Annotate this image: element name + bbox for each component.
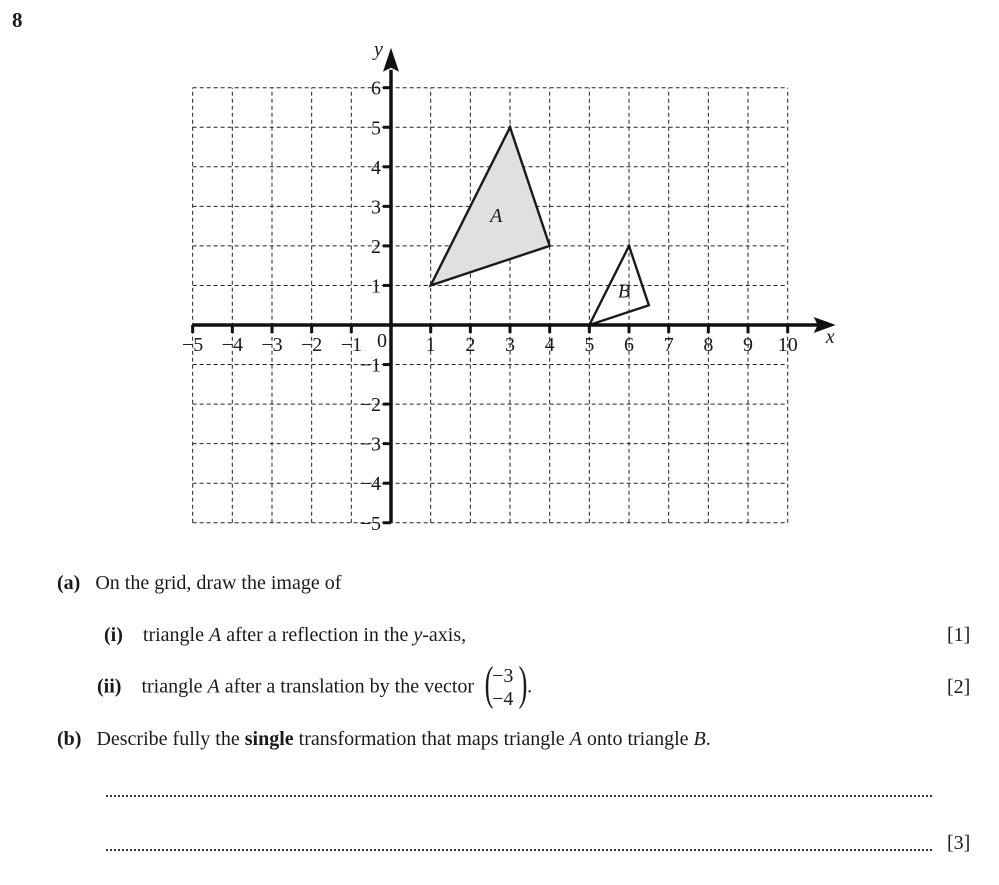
part-a-i-label: (i) bbox=[104, 624, 123, 646]
column-vector bbox=[484, 657, 528, 712]
text: after a reflection in the bbox=[221, 624, 414, 646]
marks-a-ii: [2] bbox=[947, 676, 971, 698]
text: triangle bbox=[141, 675, 208, 698]
part-a-prompt bbox=[57, 572, 341, 595]
x-tick-label: 4 bbox=[544, 334, 555, 356]
part-b-prompt bbox=[57, 728, 711, 751]
part-a-text: On the grid, draw the image of bbox=[95, 572, 342, 594]
x-tick-label: 8 bbox=[703, 334, 714, 356]
y-axis-label: y bbox=[374, 38, 383, 61]
text: -axis, bbox=[422, 624, 467, 646]
y-axis-arrow-icon bbox=[383, 48, 399, 72]
part-a-ii-label: (ii) bbox=[97, 675, 122, 698]
y-tick-label: −5 bbox=[359, 512, 381, 535]
left-paren: ( bbox=[484, 657, 494, 710]
text: after a translation by the vector bbox=[219, 675, 475, 698]
y-tick-label: −3 bbox=[359, 433, 381, 456]
y-tick-label: 1 bbox=[371, 275, 381, 298]
x-tick-label: 9 bbox=[743, 334, 754, 356]
part-a-label: (a) bbox=[57, 572, 81, 594]
triangle-label-a: A bbox=[490, 205, 503, 228]
x-tick-label: −1 bbox=[340, 334, 362, 356]
marks-a-i: [1] bbox=[947, 624, 971, 646]
origin-label: 0 bbox=[377, 330, 387, 352]
part-a-ii bbox=[97, 657, 533, 712]
y-tick-label: −4 bbox=[359, 473, 381, 496]
text: triangle bbox=[142, 624, 209, 646]
x-tick-label: −4 bbox=[221, 334, 243, 356]
y-tick-label: −1 bbox=[359, 354, 381, 377]
emphasis: single bbox=[244, 728, 294, 750]
vector-bottom: −4 bbox=[492, 688, 514, 710]
x-tick-label: 7 bbox=[663, 334, 674, 356]
marks-b: [3] bbox=[947, 832, 971, 854]
text: . bbox=[527, 675, 533, 698]
var-y: y bbox=[413, 624, 423, 646]
question-number: 8 bbox=[12, 8, 23, 32]
y-tick-label: 4 bbox=[371, 156, 381, 179]
y-tick-label: 3 bbox=[371, 196, 381, 219]
text: onto triangle bbox=[581, 728, 694, 750]
x-tick-label: −3 bbox=[261, 334, 283, 356]
text: Describe fully the bbox=[96, 728, 245, 750]
x-axis-label: x bbox=[825, 326, 835, 348]
x-tick-label: 10 bbox=[777, 334, 798, 356]
x-tick-label: 1 bbox=[425, 334, 436, 356]
answer-line-2[interactable] bbox=[106, 849, 932, 851]
x-tick-label: 6 bbox=[624, 334, 635, 356]
x-tick-label: 2 bbox=[465, 334, 476, 356]
x-tick-label: −2 bbox=[301, 334, 323, 356]
text: transformation that maps triangle bbox=[293, 728, 570, 750]
y-tick-label: 6 bbox=[371, 77, 381, 100]
x-tick-label: −5 bbox=[182, 334, 204, 356]
x-tick-label: 5 bbox=[584, 334, 595, 356]
var-a: A bbox=[207, 675, 220, 698]
y-tick-label: 5 bbox=[371, 117, 381, 140]
y-tick-label: −2 bbox=[359, 394, 381, 417]
x-tick-label: 3 bbox=[505, 334, 516, 356]
right-paren: ) bbox=[518, 657, 528, 710]
var-a: A bbox=[208, 624, 222, 646]
text: . bbox=[705, 728, 711, 750]
var-a: A bbox=[569, 728, 582, 750]
triangle-label-b: B bbox=[617, 280, 631, 303]
var-b: B bbox=[693, 728, 706, 750]
part-b-label: (b) bbox=[57, 728, 82, 750]
answer-line-1[interactable] bbox=[106, 795, 932, 797]
y-tick-label: 2 bbox=[371, 235, 381, 258]
part-a-i bbox=[104, 624, 466, 647]
vector-top: −3 bbox=[492, 665, 514, 687]
